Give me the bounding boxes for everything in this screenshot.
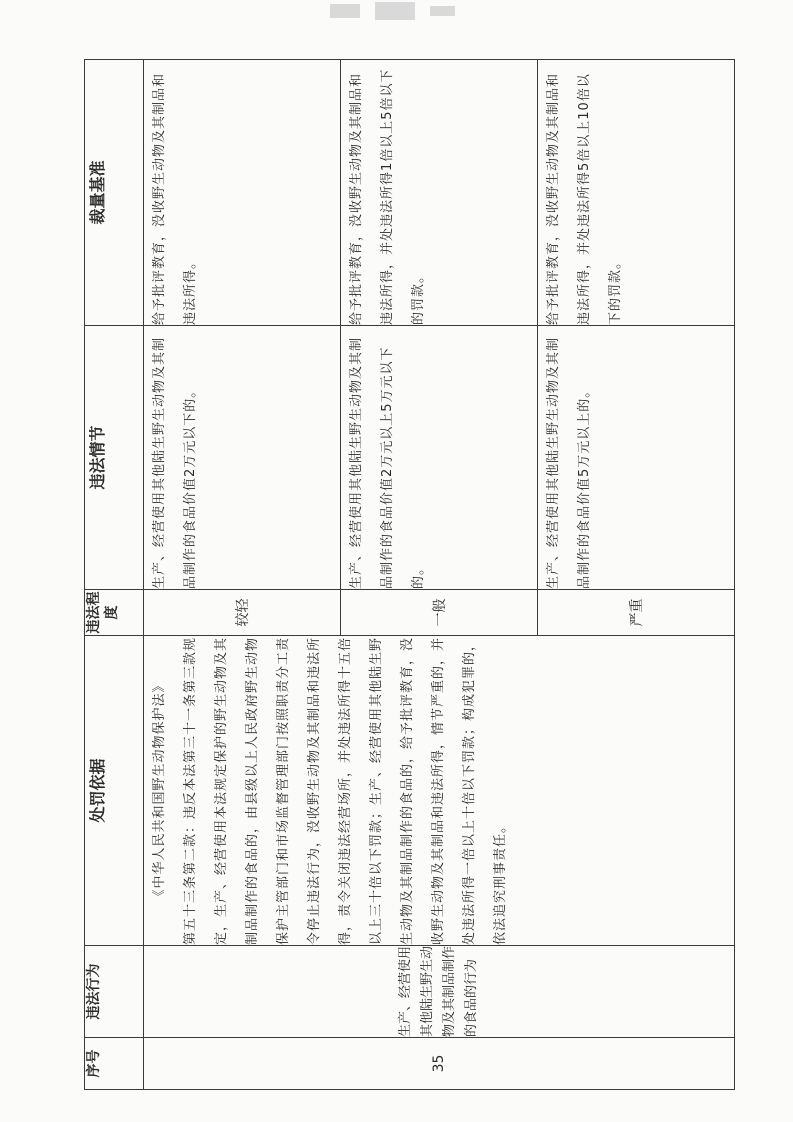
header-behavior: 违法行为 [85,946,144,1038]
scan-mark [430,6,455,16]
circumstance-cell: 生产、经营使用其他陆生野生动物及其制品制作的食品价值5万元以上的。 [538,326,735,590]
header-row [85,60,144,1090]
scan-mark [375,2,415,20]
circumstance-cell: 生产、经营使用其他陆生野生动物及其制品制作的食品价值2万元以上5万元以下的。 [341,326,538,590]
table-row [144,60,341,1090]
behavior-cell: 生产、经营使用其他陆生野生动物及其制品制作的食品的行为 [144,946,735,1038]
standard-cell: 给予批评教育，没收野生动物及其制品和违法所得，并处违法所得5倍以上10倍以下的罚款。 [538,60,735,326]
level-cell: 较轻 [144,590,341,636]
header-standard: 裁量基准 [85,60,144,326]
standard-cell: 给予批评教育，没收野生动物及其制品和违法所得，并处违法所得1倍以上5倍以下的罚款。 [341,60,538,326]
standard-cell: 给予批评教育，没收野生动物及其制品和违法所得。 [144,60,341,326]
scan-mark [330,4,360,18]
penalty-table [84,59,735,1090]
circumstance-cell: 生产、经营使用其他陆生野生动物及其制品制作的食品价值2万元以下的。 [144,326,341,590]
law-text: 第五十三条第二款：违反本法第三十一条第三款规定，生产、经营使用本法规定保护的野生动物及其制品制作的食品的，由县级以上人民政府野生动物保护主管部门和市场监督管理部门按照职责分工责令停止违法行为，没收野生动物及其制品和违法所得，责令关闭违法经营场所，并处违法所得十五倍以上三十倍以下罚款；生产、经营使用其他陆生野生动物及其制品制作的食品的，给予批评教育，没收野生动物及其制品和违法所得，情节严重的，并处违法所得一倍以上十倍以下罚款；构成犯罪的，依法追究刑事责任。 [183,636,508,945]
level-cell: 一般 [341,590,538,636]
row-number: 35 [144,1038,735,1090]
rotated-table-sheet [84,60,710,1090]
header-level: 违法程度 [85,590,144,636]
header-no: 序号 [85,1038,144,1090]
header-basis: 处罚依据 [85,636,144,946]
header-circumstance: 违法情节 [85,326,144,590]
level-cell: 严重 [538,590,735,636]
basis-cell [144,636,735,946]
law-title: 《中华人民共和国野生动物保护法》 [152,678,167,903]
